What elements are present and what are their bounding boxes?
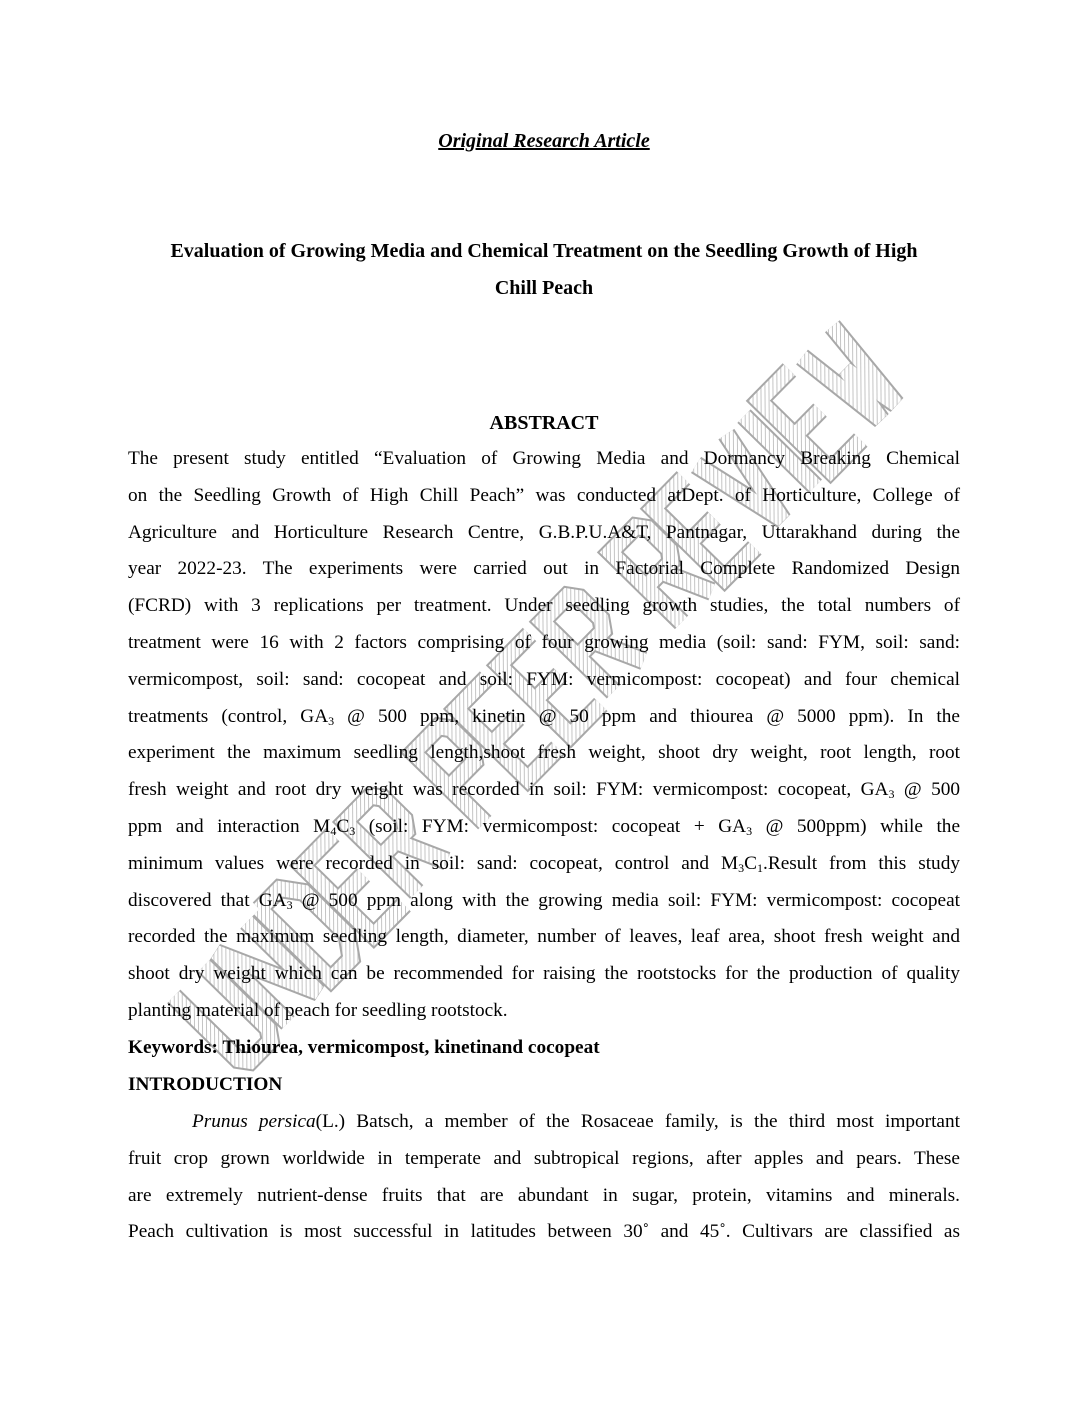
abstract-text-run: @ 500ppm) while the — [752, 816, 961, 837]
abstract-text-run: discovered that GA — [128, 889, 287, 911]
abstract-text-run: .Result from this study — [763, 852, 960, 874]
abstract-text-run: 3 — [286, 897, 293, 912]
introduction-line — [192, 1110, 960, 1134]
abstract-heading: ABSTRACT — [489, 412, 599, 434]
abstract-text-run: @ 500 — [894, 779, 960, 801]
abstract-text-run: Agriculture and Horticulture Research Centre, G.B.P.U.A&T, Pantnagar, Uttarakhand during the — [128, 521, 960, 543]
abstract-text-run: year 2022-23. The experiments were carried out in Factorial Complete Randomized Design — [128, 558, 960, 580]
abstract-text-run: 3 — [349, 824, 356, 838]
abstract-text-run: minimum values were recorded in soil: sand: cocopeat, control and M — [128, 852, 739, 874]
abstract-text-run: ppm and interaction M — [128, 816, 331, 837]
abstract-text-run: 1 — [757, 860, 764, 875]
watermark-letter-shape — [345, 791, 447, 892]
abstract-line — [128, 594, 960, 618]
introduction-text-run: fruit crop grown worldwide in temperate and subtropical regions, after apples and pears. These — [128, 1147, 960, 1169]
watermark-lettering — [174, 326, 904, 1066]
abstract-text-run: @ 500 ppm along with the growing media soil: FYM: vermicompost: cocopeat — [292, 889, 961, 911]
introduction-text-run: are extremely nutrient-dense fruits that are abundant in sugar, protein, vitamins and minerals. — [128, 1184, 960, 1206]
abstract-line — [128, 815, 960, 839]
article-type-label: Original Research Article — [438, 130, 650, 152]
watermark-letter-shape — [413, 722, 515, 823]
abstract-text-run: The present study entitled “Evaluation of Growing Media and Dormancy Breaking Chemical — [128, 448, 960, 469]
watermark-letter-shape — [302, 835, 404, 936]
abstract-text-run: C — [336, 816, 350, 837]
abstract-text-run: experiment the maximum seedling length,shoot fresh weight, shoot dry weight, root length, root — [128, 742, 960, 764]
abstract-line — [128, 741, 960, 765]
introduction-line — [128, 1220, 960, 1244]
abstract-text-run: treatments (control, GA — [128, 705, 329, 727]
abstract-line — [128, 631, 960, 655]
abstract-line — [128, 668, 960, 692]
abstract-line — [128, 447, 960, 471]
introduction-heading: INTRODUCTION — [128, 1074, 283, 1095]
abstract-line — [128, 852, 960, 876]
abstract-text-run: 3 — [888, 787, 895, 802]
abstract-line — [128, 778, 960, 802]
introduction-line — [128, 1147, 960, 1171]
abstract-line — [128, 705, 960, 729]
abstract-text-run: planting material of peach for seedling rootstock. — [128, 1000, 508, 1021]
abstract-line — [128, 889, 960, 913]
introduction-text-run: Peach cultivation is most successful in latitudes between 30˚ and 45˚. Cultivars are classified as — [128, 1221, 960, 1243]
title-line-2: Chill Peach — [494, 277, 594, 299]
abstract-line — [128, 962, 960, 986]
abstract-text-run: on the Seedling Growth of High Chill Peach” was conducted atDept. of Horticulture, College of — [128, 484, 960, 506]
watermark-letter-shape — [345, 791, 447, 892]
watermark-letter-shape — [413, 722, 515, 823]
abstract-text-run: @ 500 ppm, kinetin @ 50 ppm and thiourea @ 5000 ppm). In the — [334, 705, 960, 727]
abstract-text-run: (soil: FYM: vermicompost: cocopeat + GA — [355, 816, 747, 837]
keywords: Keywords: Thiourea, vermicompost, kinetinand cocopeat — [128, 1037, 600, 1058]
abstract-line — [128, 521, 960, 545]
introduction-text-run: (L.) Batsch, a member of the Rosaceae family, is the third most important — [315, 1111, 960, 1132]
introduction-line — [128, 1184, 960, 1208]
abstract-text-run: shoot dry weight which can be recommended for raising the rootstocks for the production of quality — [128, 963, 960, 985]
abstract-text-run: vermicompost, soil: sand: cocopeat and soil: FYM: vermicompost: cocopeat) and four chemical — [128, 668, 960, 690]
abstract-text-run: 3 — [746, 824, 753, 838]
abstract-text-run: 4 — [330, 824, 337, 838]
watermark-letter-shape — [302, 835, 404, 936]
abstract-text-run: 3 — [738, 860, 745, 875]
abstract-line — [128, 925, 960, 949]
abstract-text-run: (FCRD) with 3 replications per treatment. Under seedling growth studies, the total numbers of — [128, 595, 960, 617]
abstract-text-run: treatment were 16 with 2 factors comprising of four growing media (soil: sand: FYM, soil: sand: — [128, 632, 960, 653]
abstract-text-run: fresh weight and root dry weight was recorded in soil: FYM: vermicompost: cocopeat, GA — [128, 779, 889, 801]
abstract-line — [128, 557, 960, 581]
abstract-text-run: 3 — [328, 713, 335, 728]
abstract-line — [128, 484, 960, 508]
abstract-line — [128, 999, 960, 1023]
abstract-text-run: recorded the maximum seedling length, diameter, number of leaves, leaf area, shoot fresh weight and — [128, 926, 960, 948]
abstract-text-run: C — [744, 852, 758, 874]
title-line-1: Evaluation of Growing Media and Chemical Treatment on the Seedling Growth of High — [170, 240, 918, 262]
introduction-text-run: Prunus persica — [192, 1111, 316, 1132]
